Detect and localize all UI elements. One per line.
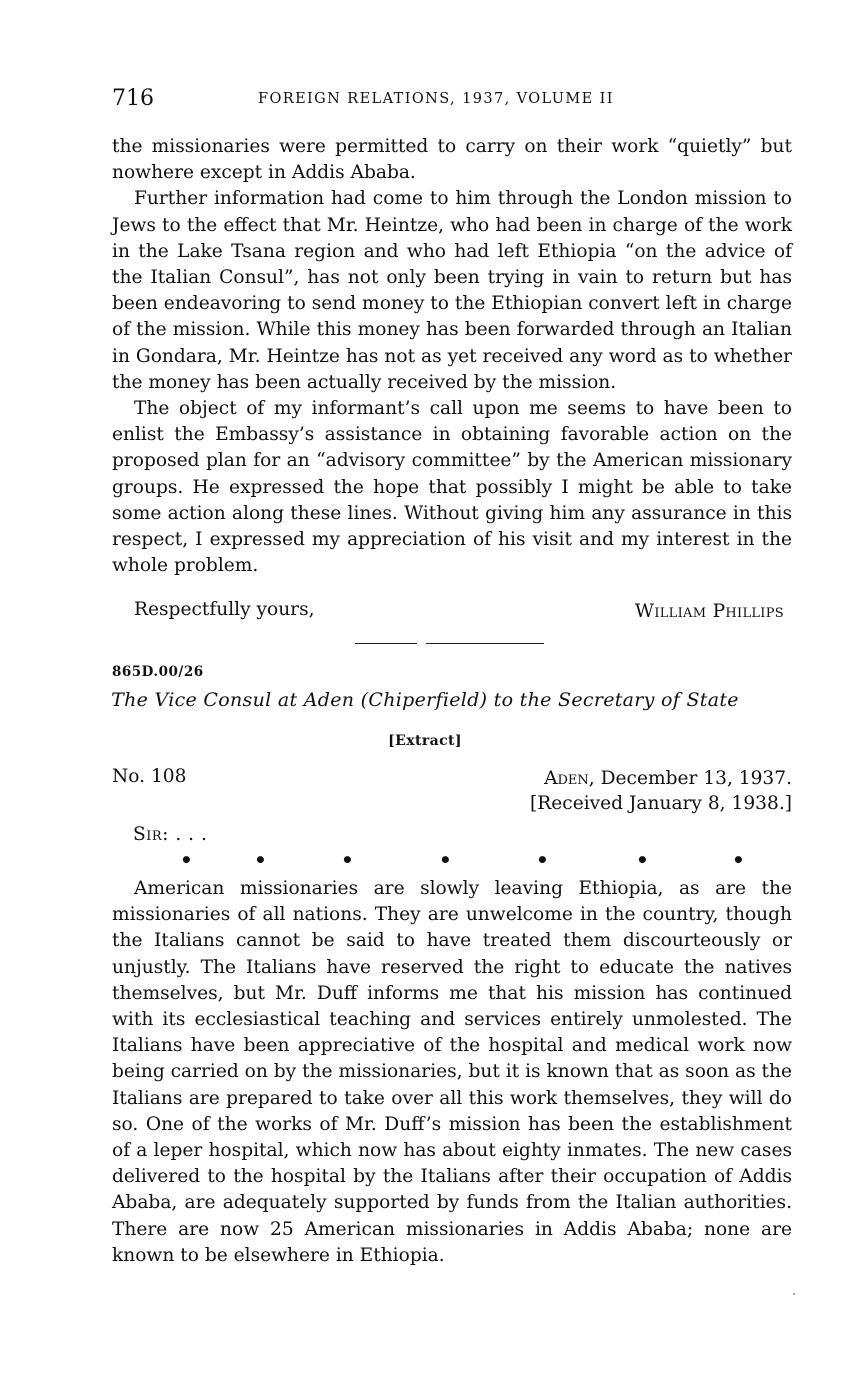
received-date: [Received January 8, 1938.] (530, 793, 792, 814)
document-body (112, 876, 792, 1269)
signature: William Phillips (634, 601, 784, 622)
body-paragraph: American missionaries are slowly leaving Ethiopia, as are the missionaries of all nations. They are unwelcome in the country, though the Italians cannot be said to have treated them discourteously or unjustly. The Italians have reserved the right to educate the natives themselves, but Mr. Duff informs me that his mission has continued with its ecclesiastical teaching and services entirely unmolested. The Italians have been appreciative of the hospital and medical work now being carried on by the missionaries, but it is known that as soon as the Italians are prepared to take over all this work themselves, they will do so. One of the works of Mr. Duff’s mission has been the establishment of a leper hospital, which now has about eighty inmates. The new cases delivered to the hospital by the Italians after their occupation of Addis Ababa, are adequately supported by funds from the Italian authorities. There are now 25 American missionaries in Addis Ababa; none are known to be elsewhere in Ethiopia. (112, 878, 792, 1266)
dispatch-place: Aden (544, 768, 589, 789)
ellipsis-dot: • (254, 848, 267, 872)
ellipsis-dot: • (732, 848, 745, 872)
letter-paragraph: the missionaries were permitted to carry on their work “quietly” but nowhere except in Addis Ababa. (112, 136, 792, 184)
ellipsis-dot: • (439, 848, 452, 872)
letter-paragraph: Further information had come to him through the London mission to Jews to the effect that Mr. Heintze, who had been in charge of the work in the Lake Tsana region and who had left Ethiopia “on the advice of the Italian Consul”, has not only been trying in vain to return but has been endeavoring to send money to the Ethiopian convert left in charge of the mission. While this money has been forwarded through an Italian in Gondara, Mr. Heintze has not as yet received any word as to whether the money has been actually received by the mission. (112, 188, 792, 393)
dispatch-number: No. 108 (112, 766, 187, 787)
scan-speck (793, 1293, 795, 1295)
file-number: 865D.00/26 (112, 664, 204, 680)
running-title: FOREIGN RELATIONS, 1937, VOLUME II (258, 91, 614, 107)
salutation: Sir: . . . (133, 824, 208, 845)
ellipsis-dot: • (636, 848, 649, 872)
section-divider-left (355, 643, 417, 644)
letter-paragraph: The object of my informant’s call upon me seems to have been to enlist the Embassy’s assistance in obtaining favorable action on the proposed plan for an “advisory committee” by the American missionary groups. He expressed the hope that possibly I might be able to take some action along these lines. Without giving him any assurance in this respect, I expressed my appreciation of his visit and my interest in the whole problem. (112, 398, 792, 577)
closing: Respectfully yours, (134, 599, 315, 620)
page-header (112, 86, 792, 116)
letter-signoff (134, 599, 792, 627)
ellipsis-dot: • (536, 848, 549, 872)
document-title: The Vice Consul at Aden (Chiperfield) to the Secretary of State (111, 689, 739, 711)
ellipsis-dot: • (180, 848, 193, 872)
dispatch-date-line (530, 766, 792, 791)
ellipsis-dot: • (341, 848, 354, 872)
extract-note: [Extract] (388, 733, 462, 749)
omission-ellipsis (112, 847, 792, 873)
page-number: 716 (112, 86, 154, 111)
dispatch-date: , December 13, 1937. (588, 768, 792, 789)
section-divider-right (426, 643, 544, 644)
letter-continuation (112, 134, 792, 579)
dispatch-dateline (530, 766, 792, 816)
